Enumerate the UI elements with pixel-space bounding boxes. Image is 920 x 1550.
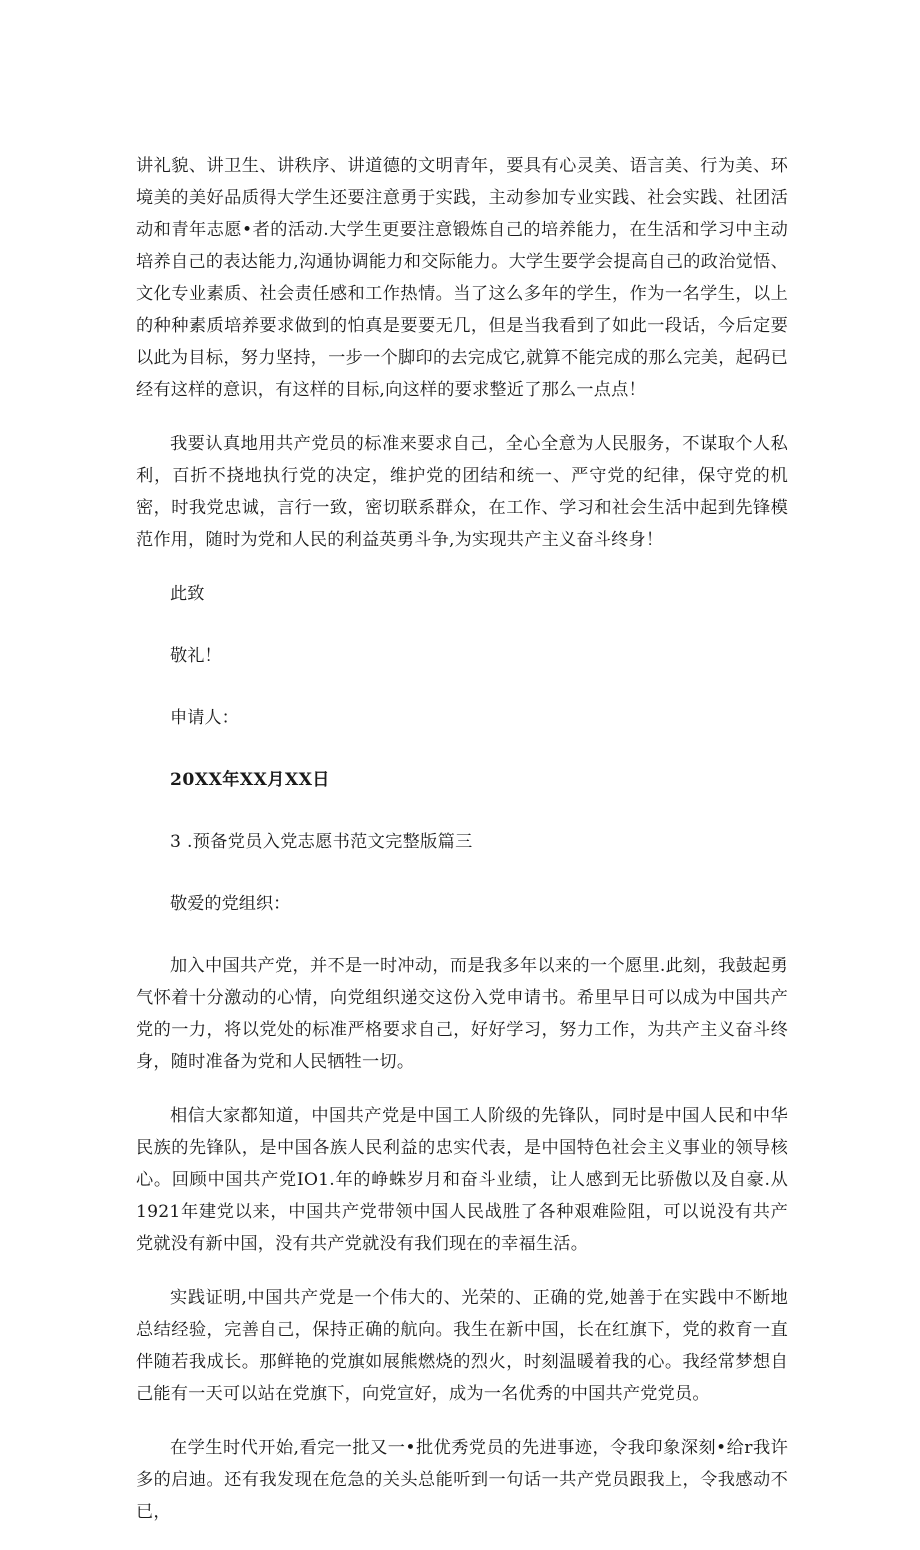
closing-regards: 敬礼！ bbox=[170, 646, 222, 666]
section-heading: 3 .预备党员入党志愿书范文完整版篇三 bbox=[170, 832, 473, 852]
body-paragraph-5: 实践证明,中国共产党是一个伟大的、光荣的、正确的党,她善于在实践中不断地总结经验，完善自己，保持正确的航向。我生在新中国，长在红旗下，党的救育一直伴随若我成长。那鲜艳的党旗如展熊燃烧的烈火，时刻温暖着我的心。我经常梦想自己能有一天可以站在党旗下，向党宣好，成为一名优秀的中国共产党党员。 bbox=[136, 1288, 788, 1404]
body-paragraph-4: 相信大家都知道，中国共产党是中国工人阶级的先锋队，同时是中国人民和中华民族的先锋队，是中国各族人民利益的忠实代表，是中国特色社会主义事业的领导核心。回顾中国共产党IO1.年的峥蛛岁月和奋斗业绩，让人感到无比骄傲以及自豪.从1921年建党以来，中国共产党带领中国人民战胜了各种艰难险阻，可以说没有共产党就没有新中国，没有共产党就没有我们现在的幸福生活。 bbox=[136, 1106, 788, 1254]
greeting: 敬爱的党组织： bbox=[170, 894, 291, 914]
body-paragraph-6: 在学生时代开始,看完一批又一•批优秀党员的先进事迹，令我印象深刻•给r我许多的启迪。还有我发现在危急的关头总能听到一句话一共产党员跟我上，令我感动不已， bbox=[136, 1438, 788, 1522]
applicant-label: 申请人： bbox=[170, 708, 239, 728]
closing-salutation: 此致 bbox=[170, 584, 205, 604]
body-paragraph-2: 我要认真地用共产党员的标准来要求自己，全心全意为人民服务，不谋取个人私利，百折不挠地执行党的决定，维护党的团结和统一、严守党的纪律，保守党的机密，时我党忠诚，言行一致，密切联系群众，在工作、学习和社会生活中起到先锋模范作用，随时为党和人民的利益英勇斗争,为实现共产主义奋斗终身！ bbox=[136, 434, 788, 550]
body-paragraph-3: 加入中国共产党，并不是一时冲动，而是我多年以来的一个愿里.此刻，我鼓起勇气怀着十分激动的心情，向党组织递交这份入党申请书。希里早日可以成为中国共产党的一力，将以党处的标准严格要求自己，好好学习，努力工作，为共产主义奋斗终身，随时准备为党和人民牺牲一切。 bbox=[136, 956, 788, 1072]
body-paragraph-1: 讲礼貌、讲卫生、讲秩序、讲道德的文明青年，要具有心灵美、语言美、行为美、环境美的美好品质得大学生还要注意勇于实践，主动参加专业实践、社会实践、社团活动和青年志愿•者的活动.大学生更要注意锻炼自己的培养能力，在生活和学习中主动培养自己的表达能力,沟通协调能力和交际能力。大学生要学会提高自己的政治觉悟、文化专业素质、社会责任感和工作热情。当了这么多年的学生，作为一名学生，以上的种种素质培养要求做到的怕真是要要无几，但是当我看到了如此一段话，今后定要以此为目标，努力坚持，一步一个脚印的去完成它,就算不能完成的那么完美，起码已经有这样的意识，有这样的目标,向这样的要求整近了那么一点点！ bbox=[136, 156, 788, 400]
document-page bbox=[136, 150, 788, 1550]
date-line: 20XX年XX月XX日 bbox=[170, 770, 330, 790]
